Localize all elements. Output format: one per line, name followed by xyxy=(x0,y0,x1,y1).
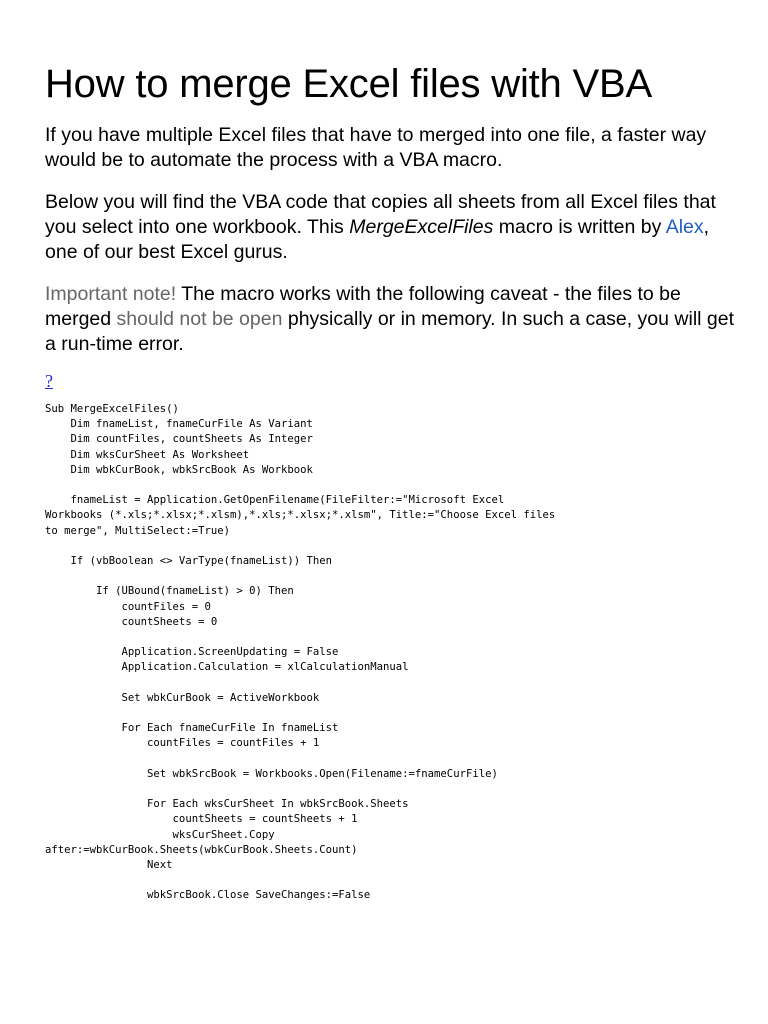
code-line xyxy=(45,539,745,554)
code-line: Workbooks (*.xls;*.xlsx;*.xlsm),*.xls;*.xlsx;*.xlsm", Title:="Choose Excel files xyxy=(45,509,556,522)
important-note-paragraph xyxy=(45,282,745,357)
code-line: Set wbkSrcBook = Workbooks.Open(Filename:=fnameCurFile) xyxy=(45,767,498,780)
code-line: after:=wbkCurBook.Sheets(wbkCurBook.Sheets.Count) xyxy=(45,843,358,856)
code-line xyxy=(45,873,745,888)
code-line xyxy=(45,569,745,584)
code-line: Dim wksCurSheet As Worksheet xyxy=(45,448,250,461)
code-line xyxy=(45,706,745,721)
code-line: countSheets = countSheets + 1 xyxy=(45,813,358,826)
intro-paragraph: If you have multiple Excel files that have to merged into one file, a faster way would be to automate the process with a VBA macro. xyxy=(45,124,707,171)
code-line: countFiles = countFiles + 1 xyxy=(45,737,320,750)
description-text-after: , one of our best Excel gurus. xyxy=(45,216,710,263)
code-line: Sub MergeExcelFiles() xyxy=(45,403,179,415)
code-line: For Each fnameCurFile In fnameList xyxy=(45,722,339,735)
code-line: countFiles = 0 xyxy=(45,600,211,613)
code-line: countSheets = 0 xyxy=(45,615,218,628)
code-line: Next xyxy=(45,858,173,871)
code-line: If (vbBoolean <> VarType(fnameList)) Then xyxy=(45,555,333,567)
code-line: Dim countFiles, countSheets As Integer xyxy=(45,433,313,446)
code-line xyxy=(45,478,745,493)
code-line: wbkSrcBook.Close SaveChanges:=False xyxy=(45,889,371,902)
article xyxy=(45,0,745,904)
code-line: Dim fnameList, fnameCurFile As Variant xyxy=(45,418,313,431)
code-line: Application.ScreenUpdating = False xyxy=(45,646,339,659)
author-link[interactable]: Alex xyxy=(665,216,704,238)
code-line: Set wbkCurBook = ActiveWorkbook xyxy=(45,691,320,704)
vba-code-block xyxy=(45,402,745,904)
code-line xyxy=(45,630,745,645)
description-paragraph xyxy=(45,190,745,265)
code-line xyxy=(45,676,745,691)
macro-name: MergeExcelFiles xyxy=(349,216,494,238)
important-note-label: Important note! xyxy=(45,283,177,305)
code-line: fnameList = Application.GetOpenFilename(FileFilter:="Microsoft Excel xyxy=(45,494,505,507)
important-note-emphasis: should not be open xyxy=(116,308,283,330)
important-note-text-2: physically or in memory. In such a case, you will get a run-time error. xyxy=(45,308,735,355)
code-toggle-link[interactable]: ? xyxy=(45,371,53,391)
page-title: How to merge Excel files with VBA xyxy=(45,62,652,106)
code-line xyxy=(45,782,745,797)
code-line xyxy=(45,752,745,767)
code-line: For Each wksCurSheet In wbkSrcBook.Sheets xyxy=(45,798,409,811)
description-text-before: Below you will find the VBA code that copies all sheets from all Excel files that you select into one workbook. This xyxy=(45,191,716,238)
code-line: wksCurSheet.Copy xyxy=(45,828,275,841)
description-text-middle: macro is written by xyxy=(493,216,666,238)
code-line: Dim wbkCurBook, wbkSrcBook As Workbook xyxy=(45,463,313,476)
code-line: to merge", MultiSelect:=True) xyxy=(45,524,230,537)
code-line: If (UBound(fnameList) > 0) Then xyxy=(45,585,294,598)
important-note-text-1: The macro works with the following caveat - the files to be merged xyxy=(45,283,681,330)
code-line: Application.Calculation = xlCalculationManual xyxy=(45,661,409,674)
